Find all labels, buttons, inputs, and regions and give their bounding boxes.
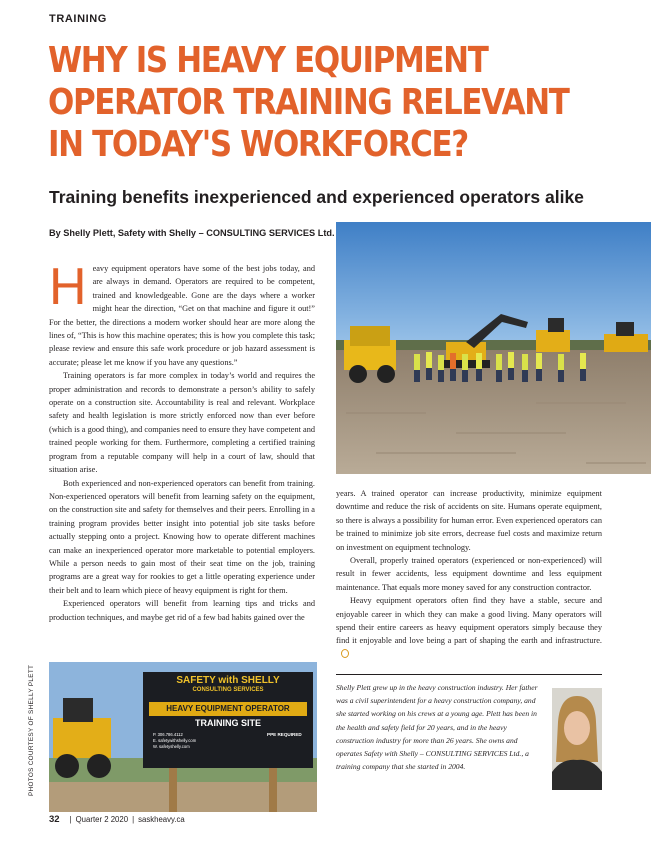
footer-separator: | [132,815,135,824]
byline: By Shelly Plett, Safety with Shelly – CONSULTING SERVICES Ltd. [49,228,335,238]
body-paragraph [49,258,315,369]
crew-photo-graphic [336,222,651,474]
drop-cap: H [49,258,87,316]
sign-ppe: PPE REQUIRED [267,732,302,737]
body-paragraph: Training operators is far more complex in today’s world and requires the proper administration and records to demonstrate a person’s ability to safely operate on a construction site. Accountability is real and relevant. Workplace safety and health legislation is more strictly enforced now than ever before (which is a good thing), and companies need to ensure they have competent and trained people working for them. Furthermore, completing a certified training program from a reputable company will help in a court of law, should that situation arise. [49,371,315,475]
training-site-sign-photo [49,662,317,812]
paragraph-text: Heavy equipment operators often find they have a stable, secure and enjoyable career in which they can make a good living. Many operators will spend their entire careers as heavy equipment operators simply because they find it enjoyable and love being a part of shaping the earth and infrastructure. [336,596,602,646]
photo-credit: PHOTOS COURTESY OF SHELLY PLETT [28,664,35,796]
sign-contact-line: P. 306.786.4112 [153,732,183,737]
article-column-1 [49,258,315,624]
crew-photo [336,222,651,474]
sign-brand [153,676,303,694]
page-number: 32 [49,814,60,825]
website-label: saskheavy.ca [138,815,185,824]
sign-contacts [153,732,196,750]
body-paragraph: years. A trained operator can increase productivity, minimize equipment downtime and reduce the risk of accidents on site. Humans operate equipment, so there is always a possibility for human error. Even experienced operators can be trained to minimize job site errors, decrease fuel costs and maximize return on investment on equipment technology. [336,489,602,552]
headline [48,40,569,166]
section-label: TRAINING [49,13,107,25]
page-footer [49,814,185,825]
subheadline: Training benefits inexperienced and experienced operators alike [49,187,584,207]
body-paragraph [336,594,602,661]
sign-contact-line: W. safetyshelly.com [153,744,190,749]
article-column-2 [336,487,602,661]
sign-brand-line-1: SAFETY with SHELLY [176,675,280,686]
bio-divider [336,674,602,675]
sign-site: TRAINING SITE [194,718,261,728]
paragraph-text: eavy equipment operators have some of the best jobs today, and are always in demand. Operators are required to be competent, trained and knowledgeable. Gone are the days where a worker might hear the direction, “Get on that machine and figure it out!” For the better, the directions a modern worker should hear are more along the lines of, “This is how this machine operates; this is how you complete this task; please review and ensure this safe work procedure or job hazard assessment is accurate; please let me know if you have any questions.” [49,264,315,367]
body-paragraph: Both experienced and non-experienced operators can benefit from training. Non-experienced operators will benefit from learning safety on the equipment, on the construction site and safety for themselves and their peers. Enrolling in a training program provides better insight into potential job site tasks before actually stepping onto a project. Knowing how to operate different machines can make an inexperienced operator more marketable to potential employers. While a person needs to gain most of their seat time on the job, training programs are a great way for rookies to get a little operating experience under their belt and to learn which piece of heavy equipment is right for them. [49,478,315,595]
sign-contact-line: E. safetywithshelly.com [153,738,197,743]
headline-line-3: IN TODAY'S WORKFORCE? [48,124,468,165]
author-headshot [552,688,602,790]
headline-line-1: WHY IS HEAVY EQUIPMENT [48,40,488,81]
end-of-article-icon [341,649,349,658]
headline-line-2: OPERATOR TRAINING RELEVANT [48,82,569,123]
body-paragraph: Experienced operators will benefit from learning tips and tricks and production techniques, and maybe get rid of a few bad habits gained over the [49,599,315,622]
author-bio: Shelly Plett grew up in the heavy construction industry. Her father was a civil superintendent for a heavy construction company, and she started working on his crews at a young age. Plett has been in the health and safety field for 20 years, and in the heavy construction industry for more than 26 years. She owns and operates Safety with Shelly – CONSULTING SERVICES Ltd., a training company that she started in 2004. [336,683,538,772]
sign-brand-line-2: CONSULTING SERVICES [192,687,264,693]
sign-banner: HEAVY EQUIPMENT OPERATOR [149,702,307,716]
body-paragraph: Overall, properly trained operators (experienced or non-experienced) will result in fewer accidents, less equipment downtime and less equipment maintenance. That equals more money saved for any construction contractor. [336,556,602,592]
headshot-graphic [552,688,602,790]
footer-separator: | [69,815,72,824]
issue-label: Quarter 2 2020 [75,815,129,824]
